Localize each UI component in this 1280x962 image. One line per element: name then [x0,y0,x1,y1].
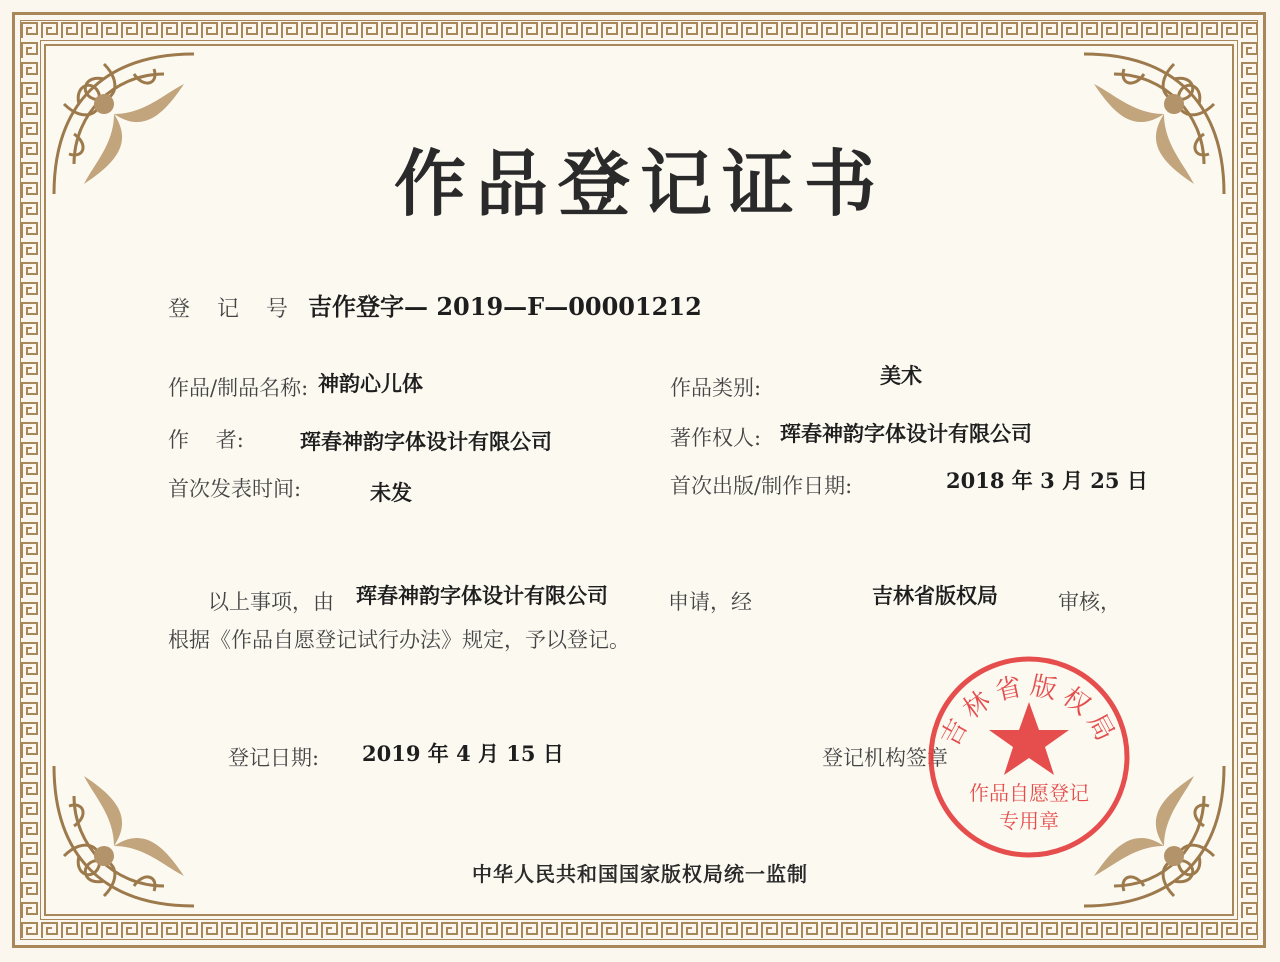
registration-number: 吉作登字— 2019—F—00001212 [308,292,702,321]
official-seal [924,652,1134,862]
seal-label: 登记机构签章 [822,746,948,770]
completion-date-label: 首次出版/制作日期: [670,474,853,498]
first-publish: 未发 [370,480,412,505]
footer-issuer: 中华人民共和国国家版权局统一监制 [472,862,808,886]
statement-part1: 以上事项，由 [208,590,334,614]
completion-date: 2018 年 3 月 25 日 [946,468,1148,493]
corner-ornament-bottom-left [44,746,214,916]
registration-date-label: 登记日期: [228,746,320,770]
statement-part2: 申请，经 [668,590,752,614]
seal-outer-text: 吉林省版权局 [935,670,1123,752]
work-category: 美术 [880,363,922,388]
certificate-title: 作品登记证书 [393,141,886,226]
work-name-label: 作品/制品名称: [168,376,309,400]
work-category-label: 作品类别: [670,376,762,400]
seal-inner-line2: 专用章 [999,809,1059,833]
statement-applicant: 珲春神韵字体设计有限公司 [356,583,608,608]
copyright-owner: 珲春神韵字体设计有限公司 [780,421,1032,446]
statement-part3: 审核， [1058,590,1121,614]
work-name: 神韵心儿体 [318,371,423,396]
statement-line2: 根据《作品自愿登记试行办法》规定，予以登记。 [168,628,630,652]
seal-star-icon [989,702,1069,775]
first-publish-label: 首次发表时间: [168,477,302,501]
registration-number-label: 登 记 号 ： [168,297,347,322]
seal-inner-line1: 作品自愿登记 [969,781,1089,805]
statement-authority: 吉林省版权局 [872,583,998,608]
author: 珲春神韵字体设计有限公司 [300,429,552,454]
registration-date: 2019 年 4 月 15 日 [362,741,564,766]
author-label: 作 者: [168,428,244,452]
copyright-owner-label: 著作权人: [670,426,762,450]
